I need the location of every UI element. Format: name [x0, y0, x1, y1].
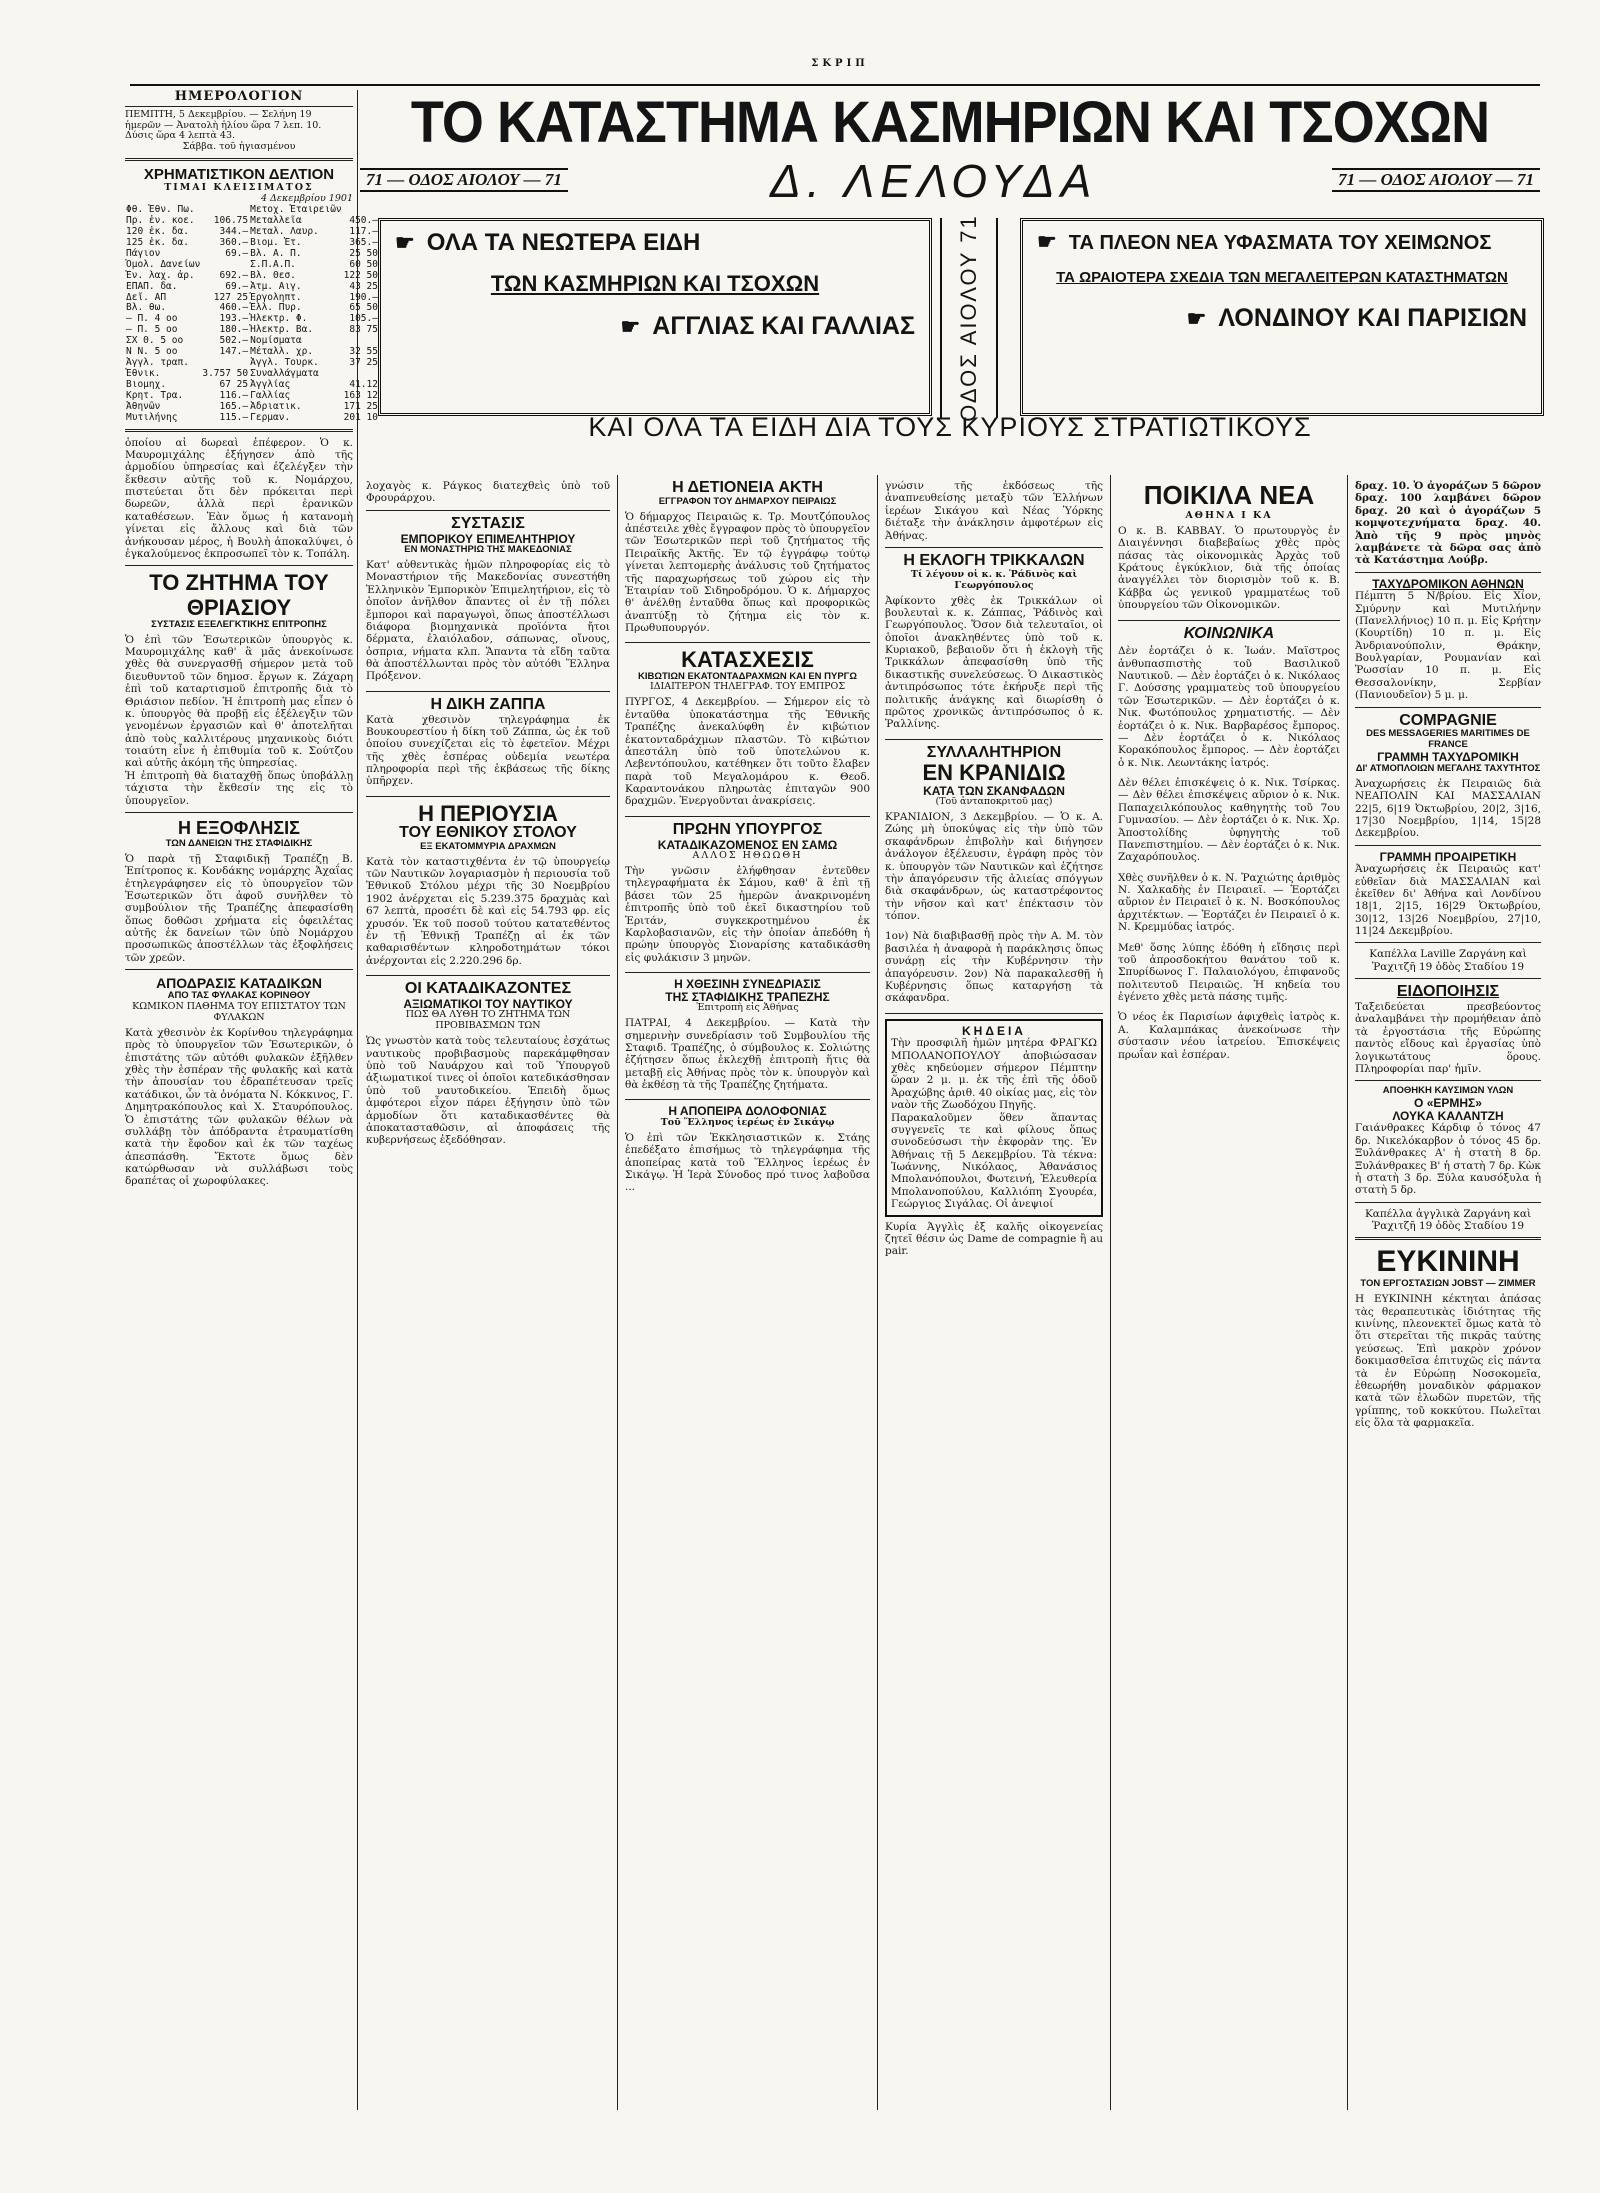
top-rule	[130, 84, 1540, 86]
subheadline: ΑΞΙΩΜΑΤΙΚΟΙ ΤΟΥ ΝΑΥΤΙΚΟΥ	[403, 996, 573, 1011]
table-cell: 125 ἑκ. δα.	[126, 236, 189, 248]
article-text: Κατ' αὐθεντικὰς ἡμῶν πληροφορίας εἰς τὸ Μοναστήριον τῆς Μακεδονίας συνεστήθη Ἑλληνικὸν Ἐμπορικὸν Ἐπιμελητήριον, εἰς τὸ ὁποῖον ἀνῆλθον ἅπαντες οἱ ἐν τῇ πόλει ἔμποροι καὶ παραγωγοὶ, ὅπως ἀποστέλλωσι διάφορα βιομηχανικὰ προϊόντα ἤτοι δέρματα, ἐλαιόλαδον, σάπωνας, οἴνους, ὀσπρια, νήματα κλπ. Ἅπαντα τὰ εἴδη ταῦτα θὰ ἀποστέλλωνται πρὸς τὸν αὐτόθι Ἕλληνα Πρόξενον.	[366, 559, 610, 683]
article-text: ΚΡΑΝΙΔΙΟΝ, 3 Δεκεμβρίου. — Ὁ κ. Α. Ζώης μὴ ὑποκύψας εἰς τὴν ὑπὸ τῶν σκαφάνδρων ἐπιβολὴν καὶ διήγησεν ἀνάλογον ἐξέλευσιν, ἐγράφη πρὸς τὸν κ. ὑπουργὸν τῶν Ναυτικῶν καὶ ἐζήτησε τὴν ἀπαγόρευσιν τῆς ἁλιείας σπόγγων διὰ σκαφάνδρων, ὡς καταστρέφοντος τὴν νῆσον καὶ κατ' ἐπέκτασιν τὸν τόπον.	[885, 811, 1103, 923]
column-2	[366, 480, 610, 2120]
headline: ΑΠΟΔΡΑΣΙΣ ΚΑΤΑΔΙΚΩΝ	[156, 975, 322, 992]
table-cell: Δεῖ. ΑΠ	[126, 291, 167, 303]
subheadline: ΑΘΗΝΑ Ι ΚΑ	[1185, 510, 1273, 521]
article-text: Ἡ ἐπιτροπὴ θὰ διαταχθῇ ὅπως ὑποβάλλῃ τάχιστα τὴν ἔκθεσίν της εἰς τὸ ὑπουργεῖον.	[125, 769, 353, 807]
ad-line: ΟΛΑ ΤΑ ΝΕΩΤΕΡΑ ΕΙΔΗ	[426, 229, 701, 256]
exchange-title: ΧΡΗΜΑΤΙΣΤΙΚΟΝ ΔΕΛΤΙΟΝ	[143, 166, 335, 184]
table-cell: 460.—	[219, 302, 249, 314]
column-4	[885, 480, 1103, 2120]
table-cell: Ἠλεκτρ. Βα.	[250, 324, 314, 336]
article-text: Πέμπτη 5 Ν/βρίου. Εἰς Χίον, Σμύρνην καὶ Μυτιλήνην (Πανελλήνιος) 10 π. μ. Εἰς Κρήτην (Κουρτίδη) 10 π. μ. Εἰς Ἀνδριανούπολιν, Θράκην, Βουλγαρίαν, Ρουμανίαν καὶ Ῥωσσίαν 10 π. μ. Εἰς Θεσσαλονίκην, Σερβίαν (Πανιουδεῖον) 5 μ. μ.	[1355, 590, 1541, 702]
table-cell: 3.757 50	[202, 368, 249, 379]
table-cell: 41.12	[349, 378, 378, 390]
subheadline: ΛΟΥΚΑ ΚΑΛΑΝΤΖΗ	[1392, 1108, 1504, 1123]
headline: ΤΟ ΖΗΤΗΜΑ ΤΟΥ ΘΡΙΑΣΙΟΥ	[149, 570, 329, 620]
article-text: λοχαγὸς κ. Ράγκος διατεχθεὶς ὑπὸ τοῦ Φρουράρχου.	[366, 480, 610, 505]
ad-line: ΛΟΝΔΙΝΟΥ ΚΑΙ ΠΑΡΙΣΙΩΝ	[1218, 304, 1527, 333]
article-text: Γαιάνθρακες Κάρδιφ ὁ τόνος 47 δρ. Νικελόκαρβον ὁ τόνος 45 δρ. Ξυλάνθρακες Α' ἡ στατὴ 8 δρ. Ξυλάνθρακες Β' ἡ στατὴ 7 δρ. Κὼκ ἡ στατὴ 3 δρ. Ξύλα καυσόξυλα ἡ στατὴ 5 δρ.	[1355, 1122, 1541, 1197]
pointing-hand-icon: ☛	[1186, 306, 1207, 332]
table-cell: 171 25	[343, 400, 378, 412]
table-cell: 37 25	[349, 357, 378, 369]
headline: ΤΑΧΥΔΡΟΜΙΚΟΝ ΑΘΗΝΩΝ	[1372, 576, 1524, 591]
article-text: Τὴν προσφιλῆ ἡμῶν μητέρα ΦΡΑΓΚΩ ΜΠΟΛΑΝΟΠΟΥΛΟΥ ἀποβιώσασαν χθὲς κηδεύομεν σήμερον Πέμπτην ὥραν 2 μ. μ. ἐκ τῆς ἐπὶ τῆς ὁδοῦ Ἀραχώβης ἀριθ. 40 οἰκίας μας, εἰς τὸν ναὸν τῆς Ζωοδόχου Πηγῆς.	[891, 1037, 1097, 1112]
divider	[125, 812, 353, 813]
table-cell: Γερμαν.	[250, 411, 291, 423]
table-cell: Γαλλίας	[250, 389, 291, 401]
table-cell: 190.—	[349, 291, 378, 303]
table-cell: Ἀτμ. Αιγ.	[250, 280, 302, 292]
subheadline: Τοῦ Ἕλληνος ἱερέως ἐν Σικάγῳ	[660, 1117, 835, 1129]
table-cell: 105.—	[349, 313, 378, 325]
divider	[125, 429, 353, 432]
divider	[885, 547, 1103, 548]
divider	[366, 796, 610, 797]
exchange-table	[125, 205, 379, 423]
column-rule	[877, 475, 878, 2110]
table-cell: Φθ. Ἐθν. Πω.	[126, 204, 195, 216]
table-cell: — Π. 5 οο	[126, 324, 178, 336]
subheadline: ΑΛΛΟΣ ΗΘΩΩΘΗ	[692, 850, 803, 862]
article-text: Ὁ νέος ἐκ Παρισίων ἀφιχθεὶς ἰατρὸς κ. Α. Καλαμπάκας ἀνεκοίνωσε τὴν σύστασιν νέου ἰατρείου. Ἐπισκέψεις πρωΐαν καὶ ἑσπέραν.	[1118, 1011, 1340, 1061]
table-cell: Βλ. Α. Π.	[250, 247, 302, 259]
subheadline: ΤΟΝ ΕΡΓΟΣΤΑΣΙΩΝ JOBST — ZIMMER	[1360, 1278, 1536, 1290]
subheadline: ΚΑΤΑ ΤΩΝ ΣΚΑΝΦΑΔΩΝ	[923, 783, 1065, 798]
ad-street: 71 — ΟΔΟΣ ΑΙΟΛΟΥ — 71	[360, 168, 568, 192]
table-cell: Μυτιλήνης	[126, 411, 178, 423]
table-cell: Ἠλεκτρ. Φ.	[250, 313, 308, 325]
table-cell: Νομίσματα	[250, 335, 302, 347]
table-cell: 65 50	[349, 302, 378, 314]
subheadline: ΚΙΒΩΤΙΩΝ ΕΚΑΤΟΝΤΑΔΡΑΧΜΩΝ ΚΑΙ ΕΝ ΠΥΡΓΩ	[637, 670, 858, 682]
divider	[885, 739, 1103, 740]
headline: ΕΙΔΟΠΟΙΗΣΙΣ	[1396, 983, 1500, 1001]
table-cell: 165.—	[219, 400, 249, 412]
subheadline: ΚΩΜΙΚΟΝ ΠΑΘΗΜΑ ΤΟΥ ΕΠΙΣΤΑΤΟΥ ΤΩΝ ΦΥΛΑΚΩΝ	[132, 1001, 346, 1024]
table-cell: Ἀθηνῶν	[126, 400, 161, 412]
ad-right-box	[1020, 218, 1544, 416]
classified-ad: Καπέλλα ἀγγλικὰ Ζαργάνη καὶ Ῥαχιτζῆ 19 ὁδὸς Σταδίου 19	[1364, 1207, 1532, 1232]
headline: ΚΗΔΕΙΑ	[962, 1023, 1026, 1038]
subheadline: ΤΩΝ ΔΑΝΕΙΩΝ ΤΗΣ ΣΤΑΦΙΔΙΚΗΣ	[165, 837, 313, 849]
article-text: ὁποίου αἱ δωρεαὶ ἐπέφερον. Ὁ κ. Μαυρομιχάλης ἐξήγησεν ἀπὸ τῆς ἀρμοδίου ὑπηρεσίας καὶ ἐζελέγξεν τὴν ἔκθεσιν αὐτῆς τοῦ κ. Νομάρχου, πιστεύεται ὅτι δὲν πρόκειται περὶ δωρεῶν, ἀλλὰ περὶ ἐρανικῶν καταθέσεων. Ἐὰν ὅμως ἡ κατανομὴ γίνεται εἰς ἄλλους καὶ διὰ τῶν ἀνήκουσαν μέρος, ἡ Βουλὴ ἀποκαλύψει, ὁ ἐγκαλούμενος ἐκπροσωπεῖ τὸν κ. Τοπάλη.	[125, 436, 353, 560]
table-cell: Ἀγγλίας	[250, 378, 291, 390]
table-cell: Βλ. Θεσ.	[250, 269, 296, 281]
headline: COMPAGNIE	[1399, 711, 1497, 729]
exchange-date: 4 Δεκεμβρίου 1901	[260, 193, 353, 205]
pointing-hand-icon: ☛	[620, 313, 641, 339]
headline: ΑΠΟΘΗΚΗ ΚΑΥΣΙΜΩΝ ΥΛΩΝ	[1382, 1085, 1514, 1097]
subheadline: ΕΜΠΟΡΙΚΟΥ ΕΠΙΜΕΛΗΤΗΡΙΟΥ	[400, 531, 576, 546]
headline: ΣΥΛΛΑΛΗΤΗΡΙΟΝ	[926, 743, 1062, 761]
ad-left-box	[378, 218, 932, 416]
table-cell: 201 10	[343, 411, 378, 423]
subheadline: (Τοῦ ἀνταποκριτοῦ μας)	[935, 796, 1053, 808]
pointing-hand-icon: ☛	[395, 230, 415, 255]
article-text: Ὡς γνωστὸν κατὰ τοὺς τελευταίους ἐσχάτως ναυτικοὺς προβιβασμοὺς παρεκάμφθησαν ὑπὸ τοῦ Ναυάρχου καὶ τοῦ Ὑπουργοῦ ἀξιωματικοί τινες οἱ ὁποῖοι κατεδικάσθησαν ὑπὸ τοῦ ναυτοδικείου. Ἐπειδὴ ὅμως ἀμφότεροι εἶχον πάρει ἐξήγησιν ὑπὸ τῶν ἀρμοδίων ὅτι καταδικασθέντες θὰ ἀποκατασταθῶσιν, αἱ ἀποφάσεις τῆς κυβερνήσεως ἐξεδόθησαν.	[366, 1035, 610, 1147]
ad-subtitle	[360, 155, 1540, 207]
article-text: Μεθ' ὅσης λύπης ἐδόθη ἡ εἴδησις περὶ τοῦ ἀπροσδοκήτου θανάτου τοῦ κ. Σπυρίδωνος Γ. Παλαιολόγου, ἐπιφανοῦς πολιτευτοῦ Πειραιῶς. Ἡ κηδεία του ἐγένετο χθὲς μετὰ πάσης τιμῆς.	[1118, 941, 1340, 1004]
divider	[366, 510, 610, 511]
table-cell: Ἐν. λαχ. ἀρ.	[126, 269, 195, 281]
masthead-mark: ΣΚΡΙΠ	[811, 58, 869, 69]
headline: Η ΕΚΛΟΓΗ ΤΡΙΚΚΑΛΩΝ	[903, 551, 1085, 569]
table-cell: 115.—	[219, 411, 249, 423]
article-text: Δὲν ἑορτάζει ὁ κ. Ἰωάν. Μαϊστρος ἀνθυπασπιστὴς τοῦ Βασιλικοῦ Ναυτικοῦ. — Δὲν ἑορτάζει ὁ κ. Νικόλαος Γ. Δούσσης γραμματεὺς τοῦ ὑπουργείου τῶν Ἐσωτερικῶν. — Δὲν ἑορτάζει ὁ κ. Νικ. Φωτόπουλος χρηματιστής. — Δὲν ἑορτάζει ὁ κ. Νικ. Βαρβαρέσος ἔμπορος. — Δὲν ἑορτάζει ὁ κ. Νικόλαος Κορακόπουλος ἔμπορος. — Δὲν ἑορτάζει ὁ κ. Νικ. Λεωντάκης ἰατρός.	[1118, 645, 1340, 769]
divider	[625, 642, 870, 643]
table-cell: Μέταλλ. χρ.	[250, 346, 314, 358]
calendar-line: ἡμερῶν — Ἀνατολὴ ἡλίου ὥρα 7 λεπ. 10.	[125, 119, 322, 131]
subheadline: ΔΙ' ΑΤΜΟΠΛΟΙΩΝ ΜΕΓΑΛΗΣ ΤΑΧΥΤΗΤΟΣ	[1355, 762, 1541, 774]
article-text: Ὁ ἐπὶ τῶν Ἐσωτερικῶν ὑπουργὸς κ. Μαυρομιχάλης καθ' ἃ μᾶς ἀνεκοίνωσε χθὲς θὰ συνεργασθῇ σήμερον μετὰ τοῦ διευθυντοῦ τῶν δημοσ. ἔργων κ. Ζάχαρη ἐπὶ τοῦ καταρτισμοῦ ἐπιτροπῆς διὰ τὸ Θριάσιον πεδίον. Ἡ ἐπιτροπὴ μας εἶπεν ὁ κ. ὑπουργὸς θὰ προβῇ εἰς ἐξέλεγξιν τῶν γενομένων ἐργασιῶν καὶ θ' ἀποτελῆται ἀπὸ τοὺς καλλιτέρους μηχανικοὺς διότι τοιαύτη εἶνε ἡ ἐπιθυμία τοῦ κ. Σούτζου καὶ αὐτῆς ἀκόμη τῆς ὑπηρεσίας.	[125, 633, 353, 770]
table-cell: 69.—	[225, 247, 249, 259]
article-text: Τὴν γνῶσιν ἐλήφθησαν ἐντεῦθεν τηλεγραφήματα ἐκ Σάμου, καθ' ἃ ἐπὶ τῇ βάσει τῶν 25 ἡμερῶν ἀνακρινομένη ἐπιτροπῆς ὑπὸ τοῦ ἐκεῖ δικαστηρίου τοῦ Ἐριτάν, συγκεκροτημένου ἐκ Καρλοβασιανῶν, εἰς τὴν ὁποίαν ἀπεδόθη ἡ πρώην ὑπουργὸς Σιοναρίσης καταδικάσθη εἰς φυλάκισιν 3 μηνῶν.	[625, 865, 870, 964]
table-cell: Ἑλλ. Πυρ.	[250, 302, 302, 314]
table-cell: 122 50	[343, 269, 378, 281]
table-cell: 193.—	[219, 313, 249, 325]
headline: ΓΡΑΜΜΗ ΠΡΟΑΙΡΕΤΙΚΗ	[1379, 849, 1517, 864]
ad-line: ΤΩΝ ΚΑΣΜΗΡΙΩΝ ΚΑΙ ΤΣΟΧΩΝ	[490, 270, 820, 296]
headline: ΟΙ ΚΑΤΑΔΙΚΑΖΟΝΤΕΣ	[404, 980, 572, 998]
table-cell: ΕΠΑΠ. δα.	[126, 280, 178, 292]
table-cell: Μεταλ. Λαυρ.	[250, 226, 319, 238]
left-column	[125, 89, 378, 2110]
table-cell: 116.—	[219, 389, 249, 401]
table-cell: Ἀγγλ. τραπ.	[126, 357, 189, 369]
subheadline: ΕΝ ΜΟΝΑΣΤΗΡΙΩ ΤΗΣ ΜΑΚΕΔΟΝΙΑΣ	[404, 544, 572, 556]
table-cell: 502.—	[219, 335, 249, 347]
table-cell: Ν Ν. 5 οο	[126, 346, 178, 358]
table-cell: 180.—	[219, 324, 249, 336]
calendar-info	[125, 110, 353, 154]
headline: Η ΔΕΤΙΟΝΕΙΑ ΑΚΤΗ	[672, 479, 823, 496]
article-text: δραχ. 10. Ὁ ἀγοράζων 5 δῶρον δραχ. 100 λαμβάνει δῶρον δραχ. 20 καὶ ὁ ἀγοράζων 5 κομψοτεχνήματα δραχ. 40. Ἀπὸ τῆς 9 πρὸς μηνὸς λαμβάνετε τὰ δῶρα σας ἀπὸ τὰ Κατάστημα Λούβρ.	[1355, 480, 1541, 567]
article-text: Ὁ δήμαρχος Πειραιῶς κ. Τρ. Μουτζόπουλος ἀπέστειλε χθὲς ἔγγραφον πρὸς τὸ ὑπουργεῖον τῶν Ἐσωτερικῶν περὶ τοῦ ζητήματος τῆς Πειραϊκῆς Ἀκτῆς. Ἐν τῷ ἐγγράφῳ τούτῳ γίνεται λεπτομερὴς ἀνάλυσις τοῦ ζητήματος τῆς παραχωρήσεως τοῦ χώρου εἰς τὴν Ἑταιρίαν τοῦ Σιδηροδρόμου. Ὁ κ. Δήμαρχος θ' ἀνέλθῃ ἐνταῦθα ὅπως καὶ προφορικῶς ἀναπτύξῃ τὸ ζήτημα εἰς τὸν κ. Πρωθυπουργόν.	[625, 510, 870, 635]
table-cell: 450.—	[349, 215, 378, 227]
ad-title: ΤΟ ΚΑΤΑΣΤΗΜΑ ΚΑΣΜΗΡΙΩΝ ΚΑΙ ΤΣΟΧΩΝ	[410, 90, 1490, 155]
article-text: Ἀναχωρήσεις ἐκ Πειραιῶς διὰ ΝΕΑΠΟΛΙΝ ΚΑΙ ΜΑΣΣΑΛΙΑΝ 22|5, 6|19 Ὀκτωβρίου, 20|2, 3|16, 17|30 Νοεμβρίου, 1|14, 15|28 Δεκεμβρίου.	[1355, 777, 1541, 840]
table-cell: Ἀγγλ. Τουρκ.	[250, 357, 319, 369]
shop-advertisement	[360, 92, 1540, 472]
article-text: Ὁ ἐπὶ τῶν Ἐκκλησιαστικῶν κ. Στάης ἐπεδέξατο ἐπισήμως τὸ τηλεγράφημα τῆς ἀποπείρας κατὰ τοῦ Ἕλληνος ἱερέως ἐν Σικάγῳ. Ἡ Ἱερὰ Σύνοδος πρό τινος λαβοῦσα ...	[625, 1131, 870, 1194]
column-rule	[1347, 475, 1348, 2110]
funeral-notice	[885, 1019, 1103, 1217]
divider	[1118, 620, 1340, 621]
table-cell: 32 55	[349, 346, 378, 358]
headline: Η ΔΙΚΗ ΖΑΠΠΑ	[430, 695, 546, 713]
table-cell: 360.—	[219, 236, 249, 248]
column-6	[1355, 480, 1541, 2120]
article-text: Ταξειδεύεται πρεσβεύοντος ἀναλαμβάνει τὴν προμήθειαν ἀπὸ τὰ ἐργοστάσια τῆς Εὐρώπης παντὸς εἴδους καὶ ἐργασίας ὑπὸ λογικωτάτους ὅρους. Πληροφορίαι παρ' ἡμῖν.	[1355, 1001, 1541, 1075]
divider	[125, 565, 353, 566]
divider	[1355, 572, 1541, 573]
divider	[625, 1099, 870, 1100]
table-row	[125, 413, 379, 424]
divider	[125, 969, 353, 970]
column-rule	[1110, 475, 1111, 2110]
table-cell: 43 25	[349, 280, 378, 292]
article-text: ΠΑΤΡΑΙ, 4 Δεκεμβρίου. — Κατὰ τὴν σημερινὴν συνεδρίασιν τοῦ Συμβουλίου τῆς Σταφιδ. Τραπέζης, ὁ σύμβουλος κ. Σολιώτης ἐζήτησεν ὅπως ἐκλεχθῇ ἐπιτροπὴ ἥτις θὰ μεταβῇ εἰς Ἀθήνας πρὸς τὸν κ. ὑπουργὸν καὶ θὰ ἐκθέσῃ τὰ τῆς Τραπέζης ζητήματα.	[625, 1017, 870, 1092]
subheadline: ΚΑΤΑΔΙΚΑΖΟΜΕΝΟΣ ΕΝ ΣΑΜΩ	[657, 837, 838, 852]
table-cell: Μετοχ. Ἐταιρειῶν	[250, 204, 342, 216]
classified-ad: Κυρία Ἀγγλὶς ἐξ καλῆς οἰκογενείας ζητεῖ θέσιν ὡς Dame de compagnie ἢ au pair.	[885, 1220, 1103, 1258]
article-text: 1ον) Νὰ διαβιβασθῇ πρὸς τὴν Α. Μ. τὸν βασιλέα ἡ ἀναφορὰ ἡ παράκλησις ὅπως συνάρῃ εἰς τὴν Κυβέρνησιν τὴν ἀπαγόρευσιν. 2ον) Νὰ παρακαλεσθῇ ἡ Κυβέρνησις ὅπως καταργήσῃ τὰ σκάφανδρα.	[885, 930, 1103, 1005]
table-cell: — Π. 4 οο	[126, 313, 178, 325]
divider	[1355, 978, 1541, 979]
headline: ΓΡΑΜΜΗ ΤΑΧΥΔΡΟΜΙΚΗ	[1377, 750, 1519, 765]
article-text: Χθὲς συνῆλθεν ὁ κ. Ν. Ῥαχιώτης ἀριθμὸς Ν. Χαλκαδὴς ἐν Πειραιεῖ. — Ἑορτάζει αὔριον ἐν Πειραιεῖ ὁ κ. Ν. Βοσκόπουλος ἀρχιτέκτων. — Ἑορτάζει ἐν Πειραιεῖ ὁ κ. Ν. Κρεμμύδας ἰατρός.	[1118, 871, 1340, 934]
ad-street: 71 — ΟΔΟΣ ΑΙΟΛΟΥ — 71	[1332, 168, 1540, 192]
subheadline: ΑΠΟ ΤΑΣ ΦΥΛΑΚΑΣ ΚΟΡΙΝΘΟΥ	[167, 990, 311, 1002]
headline: ΤΟΥ ΕΘΝΙΚΟΥ ΣΤΟΛΟΥ	[399, 823, 577, 841]
article-text: Ἀφίκοντο χθὲς ἐκ Τρικκάλων οἱ βουλευταὶ κ. κ. Ζάππας, Ῥάδινὸς καὶ Γεωργόπουλος. Ὅσον διὰ τελευταῖοι, οἱ ὁποῖοι ἀνακληθέντες ὑπὸ τοῦ κ. Κυριακοῦ, βεβαιοῦν ὅτι ἡ ἐκλογὴ τῆς Τρικκάλων ἀπεφασίσθη ὑπὸ τῆς δικαστικῆς συνελεύσεως. Ὁ Δικαστικὸς ἀντιπρόσωπος τότε ἐκήρυξε περὶ τῆς πολιτικῆς ἀνάγκης καὶ διωρίσθη ὁ πρῶτος χρονικῶς ἀντιπρόσωπος ὁ κ. Ῥαλλίνης.	[885, 594, 1103, 731]
subheadline: ΣΥΣΤΑΣΙΣ ΕΞΕΛΕΓΚΤΙΚΗΣ ΕΠΙΤΡΟΠΗΣ	[151, 618, 327, 630]
table-cell: Ἐθνικ.	[126, 368, 161, 379]
table-cell: 365.—	[349, 236, 378, 248]
calendar-title: ΗΜΕΡΟΛΟΓΙΟΝ	[125, 90, 353, 107]
table-cell: Βιομ. Ἐτ.	[250, 236, 302, 248]
table-row	[125, 271, 379, 282]
headline: ΠΡΩΗΝ ΥΠΟΥΡΓΟΣ	[672, 820, 823, 838]
ad-bottom-line: ΚΑΙ ΟΛΑ ΤΑ ΕΙΔΗ ΔΙΑ ΤΟΥΣ ΚΥΡΙΟΥΣ ΣΤΡΑΤΙΩΤΙΚΟΥΣ	[588, 412, 1312, 442]
table-cell: 69.—	[225, 280, 249, 292]
table-cell: Ὁμολ. Δανείων	[126, 258, 201, 270]
article-text: Ο κ. Β. ΚΑΒΒΑΥ. Ὁ πρωτουργὸς ἐν Διαιγέννησι διαβεβαίως χθὲς πρὸς πάσας τὰς οἰκονομικὰς Ἀρχὰς τοῦ Κράτους ἐγκύκλιον, διὰ τῆς ὁποίας ἀναγγέλλει τὸν διορισμὸν τοῦ κ. Β. Κάββα ὡς γενικοῦ γραμματέως τοῦ ὑπουργείου τῶν Οἰκονομικῶν.	[1118, 524, 1340, 612]
table-cell: 67 25	[219, 378, 249, 390]
ad-line: ΤΑ ΩΡΑΙΟΤΕΡΑ ΣΧΕΔΙΑ ΤΩΝ ΜΕΓΑΛΕΙΤΕΡΩΝ ΚΑΤΑΣΤΗΜΑΤΩΝ	[1056, 269, 1508, 286]
ad-vertical-label	[940, 214, 998, 422]
table-cell: 83 75	[349, 324, 378, 336]
subheadline: ΕΓΓΡΑΦΟΝ ΤΟΥ ΔΗΜΑΡΧΟΥ ΠΕΙΡΑΙΩΣ	[658, 495, 837, 507]
table-cell: 25 50	[349, 247, 378, 259]
ad-shop-name: Δ. ΛΕΛΟΥΔΑ	[770, 155, 1098, 207]
subheadline: ΙΔΙΑΙΤΕΡΟΝ ΤΗΛΕΓΡΑΦ. ΤΟΥ ΕΜΠΡΟΣ	[649, 681, 846, 693]
divider	[885, 1013, 1103, 1014]
ad-line: ΤΑ ΠΛΕΟΝ ΝΕΑ ΥΦΑΣΜΑΤΑ ΤΟΥ ΧΕΙΜΩΝΟΣ	[1068, 232, 1492, 254]
headline: Η ΧΘΕΣΙΝΗ ΣΥΝΕΔΡΙΑΣΙΣ	[674, 977, 821, 992]
table-cell: 60 50	[349, 258, 378, 270]
headline: Η ΕΞΟΦΛΗΣΙΣ	[178, 817, 300, 838]
table-cell: Βλ. θω.	[126, 302, 167, 314]
headline: ΣΥΣΤΑΣΙΣ	[451, 514, 525, 532]
headline: ΕΝ ΚΡΑΝΙΔΙΩ	[922, 760, 1066, 786]
table-cell: 147.—	[219, 346, 249, 358]
table-cell: Κρητ. Τρα.	[126, 389, 184, 401]
classified-ad: Καπέλλα Laville Ζαργάνη καὶ Ῥαχιτζῆ 19 ὁδὸς Σταδίου 19	[1369, 948, 1527, 973]
ad-vertical-text: ΟΔΟΣ ΑΙΟΛΟΥ 71	[956, 214, 981, 422]
column-rule	[617, 475, 618, 2110]
table-cell: Μεταλλεῖα	[250, 215, 302, 227]
headline: Η ΑΠΟΠΕΙΡΑ ΔΟΛΟΦΟΝΙΑΣ	[668, 1104, 827, 1119]
article-text: ΠΥΡΓΟΣ, 4 Δεκεμβρίου. — Σήμερον εἰς τὸ ἐνταῦθα ὑποκατάστημα τῆς Ἐθνικῆς Τραπέζης ἀνεκαλύφθη ἐν κιβώτιον ἐκατονταδράχμων πλαστῶν. Τὸ κιβώτιον ἀπεστάλη ὑπὸ τοῦ ὑποτελώνου κ. Λεβεντόπουλου, κατέθηκεν ὅτι τοῦτο ἔλαβεν παρὰ τοῦ Μεγαλομάρου κ. Θεοδ. Καραντονάκου πληρωτὰς ἐπιταγῶν 900 δραχμῶν. Ἐνεργοῦνται ἀνακρίσεις.	[625, 696, 870, 808]
table-cell: 106.75	[213, 215, 249, 227]
table-cell: Ἀδριατικ.	[250, 400, 302, 412]
divider	[366, 691, 610, 692]
article-text: Παρακαλοῦμεν ὅθεν ἅπαντας συγγενεῖς τε καὶ φίλους ὅπως συνοδεύσωσι τὴν ἐκφορὰν της. Ἐν Ἀθήναις τῇ 5 Δεκεμβρίου. Τὰ τέκνα: Ἰωάννης, Νικόλαος, Ἀθανάσιος Μπολανόπουλοι, Φωτεινή, Ἐλευθερία Μπολανοπούλου, Καλλιόπη Σγουρέα, Γεώργιος Σιγάλας. Οἱ ἀνεψιοί	[891, 1111, 1097, 1211]
table-cell: 127 25	[213, 291, 249, 303]
exchange-subtitle: ΤΙΜΑΙ ΚΛΕΙΣΙΜΑΤΟΣ	[164, 182, 314, 194]
table-cell: Βιομηχ.	[126, 378, 167, 390]
subheadline: ΕΞ ΕΚΑΤΟΜΜΥΡΙΑ ΔΡΑΧΜΩΝ	[420, 840, 556, 852]
table-cell: Ἐργοληπτ.	[250, 291, 302, 303]
subheadline: Τί λέγουν οἱ κ. κ. Ῥάδινὸς καὶ Γεωργόπουλος	[910, 568, 1078, 591]
article-text: Κατὰ τὸν καταστιχθέντα ἐν τῷ ὑπουργείῳ τῶν Ναυτικῶν λογαριασμὸν ἡ περιουσία τοῦ Ἐθνικοῦ Στόλου μέχρι τῆς 30 Νοεμβρίου 1902 ἀνέρχεται εἰς 5.239.375 δραχμὰς καὶ 67 λεπτὰ, προσέτι δὲ καὶ εἰς 54.793 φρ. εἰς χρυσόν. Ἐκ τοῦ ποσοῦ τούτου κατατεθέντος ἐν τῇ Ἐθνικῇ Τραπέζῃ αἱ ἐκ τῶν καθαρισθέντων κληροδοτημάτων τόκοι ἀνέρχονται εἰς 2.220.296 δρ.	[366, 855, 610, 967]
subheadline: ΠΩΣ ΘΑ ΛΥΘΗ ΤΟ ΖΗΤΗΜΑ ΤΩΝ ΠΡΟΒΙΒΑΣΜΩΝ ΤΩΝ	[405, 1009, 571, 1032]
column-5	[1118, 480, 1340, 2120]
table-cell: Συναλλάγματα	[250, 368, 319, 379]
divider	[125, 158, 353, 161]
headline: ΕΥΚΙΝΙΝΗ	[1376, 1245, 1520, 1279]
table-cell: ΣΧ Θ. 5 οο	[126, 335, 184, 347]
article-text: Δὲν θέλει ἐπισκέψεις ὁ κ. Νικ. Τσίρκας. — Δὲν θέλει ἐπισκέψεις αὔριον ὁ κ. Νικ. Παπαχειλκόπουλος καθηγητὴς τοῦ 7ου Γυμνασίου. — Δὲν ἑορτάζει ὁ κ. Νικ. Χρ. Ἀποστολίδης ὑφηγητὴς τοῦ Πανεπιστημίου. — Δὲν ἑορτάζει ὁ κ. Νικ. Ζαχαρόπουλος.	[1118, 777, 1340, 864]
table-cell: 692.—	[219, 269, 249, 281]
divider	[1355, 845, 1541, 846]
divider	[1355, 1237, 1541, 1240]
calendar-line: Δύσις ὥρα 4 λεπτὰ 43.	[125, 130, 236, 142]
divider	[1355, 1202, 1541, 1203]
headline: ΚΑΤΑΣΧΕΣΙΣ	[681, 647, 814, 673]
table-cell: 163 12	[343, 389, 378, 401]
column-3	[625, 480, 870, 2120]
divider	[1355, 1080, 1541, 1081]
pointing-hand-icon: ☛	[1037, 229, 1057, 254]
divider	[1355, 942, 1541, 943]
divider	[625, 816, 870, 817]
subheadline: DES MESSAGERIES MARITIMES DE FRANCE	[1366, 728, 1530, 751]
divider	[625, 972, 870, 973]
headline: ΚΟΙΝΩΝΙΚΑ	[1183, 624, 1275, 642]
article-text: Ὁ παρὰ τῇ Σταφιδικῇ Τραπέζῃ Β. Ἐπίτροπος κ. Κονδάκης νομάρχης Ἀχαΐας ἐτηλεγράφησεν εἰς τὸ ὑπουργεῖον τῶν Ἐσωτερικῶν ὅτι ἀφοῦ συνῆλθεν τὸ συμβούλιον τῆς Τραπέζης ἀπεφασίσθη ὅπως δοθῶσι χρήματα εἰς ὀφειλέτας αὐτῆς ἐκ δανείων τῶν ὑπὸ Νομάρχου προσωπικῶς ἀποστέλλων τὰς ἐξοφλήσεις τῶν χρεῶν.	[125, 852, 353, 964]
headline: Η ΠΕΡΙΟΥΣΙΑ	[418, 800, 558, 826]
headline: ΠΟΙΚΙΛΑ ΝΕΑ	[1143, 480, 1315, 510]
divider	[366, 975, 610, 976]
ad-line: ΑΓΓΛΙΑΣ ΚΑΙ ΓΑΛΛΙΑΣ	[652, 311, 915, 340]
article-text: Κατὰ χθεσινὸν ἐκ Κορίνθου τηλεγράφημα πρὸς τὸ ὑπουργεῖον τῶν Ἐσωτερικῶν, ὁ ἐπιστάτης τῶν αὐτόθι φυλακῶν ἐξῆλθεν χθὲς τὴν ἑσπέραν τῆς φυλακῆς καὶ κατὰ τὴν ἀπουσίαν του ἐδραπέτευσαν τρεῖς κατάδικοι, ὧν τὰ ὀνόματα Ν. Κόκκινος, Γ. Δημητρακόπουλος καὶ Χ. Σταυρόπουλος. Ὁ ἐπιστάτης τῶν φυλακῶν θέλων νὰ συλλάβῃ τὸν ἀπόδραντα ἐτραυματίσθη κατὰ τὴν ἔφοδον καὶ ἐκ τῶν ταχέως ἀπεσπάσθη. Ἔκτοτε ὅμως δὲν κατώρθωσαν νὰ συλλάβωσι τοὺς δραπέτας οἱ χωροφύλακες.	[125, 1026, 353, 1188]
calendar-line: ΠΕΜΠΤΗ, 5 Δεκεμβρίου. — Σελήνη 19	[125, 108, 312, 120]
divider	[1355, 707, 1541, 708]
subheadline: ΤΗΣ ΣΤΑΦΙΔΙΚΗΣ ΤΡΑΠΕΖΗΣ	[665, 989, 830, 1004]
table-cell: Πάγιον	[126, 247, 161, 259]
article-text: Ἀναχωρήσεις ἐκ Πειραιῶς κατ' εὐθεῖαν διὰ ΜΑΣΣΑΛΙΑΝ καὶ ἐκεῖθεν δι' Ἀθήνα καὶ Λονδίνου 18|1, 2|15, 16|29 Ὀκτωβρίου, 30|12, 13|26 Νοεμβρίου, 27|10, 11|24 Δεκεμβρίου.	[1355, 863, 1541, 938]
table-cell: 344.—	[219, 226, 249, 238]
subheadline: Ο «ΕΡΜΗΣ»	[1414, 1096, 1482, 1111]
article-text: Κατὰ χθεσινὸν τηλεγράφημα ἐκ Βουκουρεστίου ἡ δίκη τοῦ Ζάππα, ὡς ἐκ τοῦ ὁποίου συνεχίζεται εἰς τὸ ἐφετεῖον. Μέχρι τῆς χθὲς ἑσπέρας οὐδεμία νεωτέρα πληροφορία περὶ τῆς ἐκβάσεως τῆς δίκης ὑπῆρχεν.	[366, 713, 610, 788]
article-text: Η ΕΥΚΙΝΙΝΗ κέκτηται ἁπάσας τὰς θεραπευτικὰς ἰδιότητας τῆς κινίνης, πλεονεκτεῖ ὅμως κατὰ τὸ ὅτι στερεῖται τῆς πικρᾶς ταύτης γεύσεως. Ἐπὶ μακρὸν χρόνον δοκιμασθεῖσα ἐπιτυχῶς εἰς πάντα τὰ ἐν Εὐρώπῃ Νοσοκομεῖα, ἐθεωρήθη μοναδικὸν φάρμακον κατὰ τῶν ἑλωδῶν πυρετῶν, τῆς γρίππης, τοῦ κοκκύτου. Πωλεῖται εἰς ὅλα τὰ φαρμακεῖα.	[1355, 1293, 1541, 1430]
table-cell: Πρ. ἐν. κοε.	[126, 215, 195, 227]
table-cell: 117.—	[349, 226, 378, 238]
table-row	[125, 282, 379, 293]
table-cell: Σ.Π.Α.Π.	[250, 258, 296, 270]
subheadline: Ἐπιτροπὴ εἰς Ἀθήνας	[696, 1002, 799, 1014]
article-text: γνώσιν τῆς ἐκδόσεως τῆς ἀναπνευθείσης μεταξὺ τῶν Ἑλλήνων ἱερέων Σικάγου καὶ Νέας Ὑόρκης διέταξε τὴν ἀνάκλησιν ἀμφοτέρων εἰς Ἀθήνας.	[885, 480, 1103, 542]
calendar-line: Σάββα. τοῦ ἡγιασμένου	[182, 141, 296, 153]
table-cell: 120 ἑκ. δα.	[126, 226, 189, 238]
